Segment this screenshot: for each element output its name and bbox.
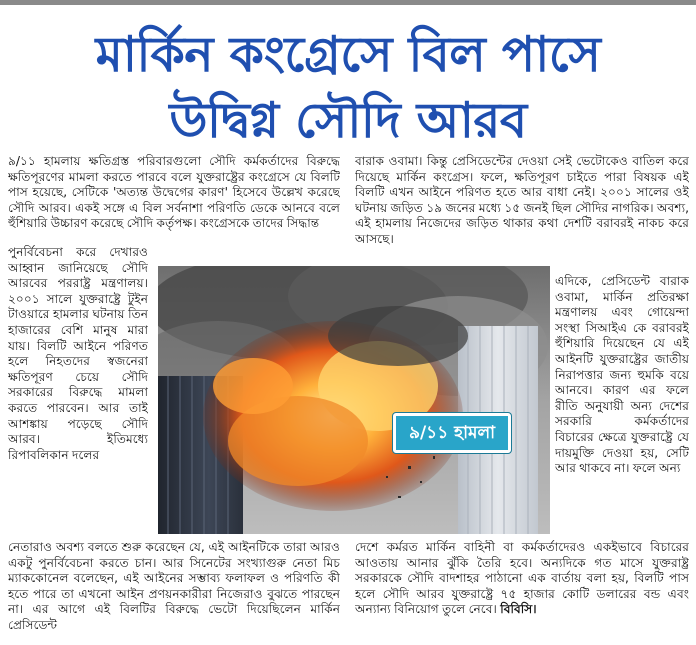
article-column-bottom-left — [8, 540, 340, 640]
article-text: দেশে কর্মরত মার্কিন বাহিনী বা কর্মকর্তাদেরও একইভাবে বিচারের আওতায় আনার ঝুঁকি তৈরি হবে। অন্যদিকে গত মাসে যুক্তরাষ্ট্র সরকারকে সৌদি বাদশাহর পাঠানো এক বার্তায় বলা হয়, বিলটি পাস হলে সৌদি আরব যুক্তরাষ্ট্রে ৭৫ হাজার কোটি ডলারের বন্ড এবং অন্যান্য বিনিয়োগ তুলে নেবে। — [355, 540, 689, 617]
article-column-narrow-left — [8, 245, 148, 539]
article-column-top-right — [355, 154, 689, 274]
article-column-narrow-right — [555, 274, 689, 540]
article-paragraph: নেতারাও অবশ্য বলতে শুরু করেছেন যে, এই আইনটিকে তারা আরও একটু পুনর্বিবেচনা করতে চান। আর সিনেটের সংখ্যাগুরু নেতা মিচ ম্যাককোনেল বলেছেন, এই আইনের সম্ভাব্য ফলাফল ও পরিণতি কী হতে পারে তা এখনো আইন প্রণয়নকারীরা নিজেরাও বুঝতে পারছেন না। এর আগে এই বিলটির বিরুদ্ধে ভেটো দিয়েছিলেন মার্কিন প্রেসিডেন্ট — [8, 540, 340, 632]
article-paragraph: এদিকে, প্রেসিডেন্ট বারাক ওবামা, মার্কিন প্রতিরক্ষা মন্ত্রণালয় এবং গোয়েন্দা সংস্থা সিআইএ কে বরাবরই হুঁশিয়ারি দিয়েছেন যে এই আইনটি যুক্তরাষ্ট্রের জাতীয় নিরাপত্তার জন্য হুমকি বয়ে আনবে। কারণ এর ফলে রীতি অনুযায়ী অন্য দেশের সরকারি কর্মকর্তাদের বিচারের ক্ষেত্রে যুক্তরাষ্ট্রে যে দায়মুক্তি দেওয়া হয়, সেটি আর থাকবে না। ফলে অন্য — [555, 274, 689, 476]
headline-line-2: উদ্বিগ্ন সৌদি আরব — [169, 92, 527, 149]
article-paragraph: বারাক ওবামা। কিন্তু প্রেসিডেন্টের দেওয়া সেই ভেটোকেও বাতিল করে দিয়েছে মার্কিন কংগ্রেস। ফলে, ক্ষতিপূরণ চাইতে পারা বিষয়ক এই বিলটি এখন আইনে পরিণত হতে আর বাধা নেই। ২০০১ সালের ওই ঘটনায় জড়িত ১৯ জনের মধ্যে ১৫ জনই ছিল সৌদির নাগরিক। অবশ্য, এই হামলায় নিজেদের জড়িত থাকার কথা দেশটি বরাবরই নাকচ করে আসছে। — [355, 154, 689, 246]
headline — [0, 22, 696, 154]
article-column-top-left — [8, 154, 340, 246]
news-photo — [158, 266, 550, 534]
article-paragraph — [355, 540, 689, 618]
article-paragraph: পুনর্বিবেচনা করে দেখারও আহ্বান জানিয়েছে সৌদি আরবের পররাষ্ট্র মন্ত্রণালয়। ২০০১ সালে যুক্তরাষ্ট্রে টুইন টাওয়ারে হামলার ঘটনায় তিন হাজারের বেশি মানুষ মারা যায়। বিলটি আইনে পরিণত হলে নিহতদের স্বজনেরা ক্ষতিপূরণ চেয়ে সৌদি সরকারের বিরুদ্ধে মামলা করতে পারবেন। আর তাই আশঙ্কায় পড়েছে সৌদি আরব। ইতিমধ্যে রিপাবলিকান দলের — [8, 245, 148, 462]
article-paragraph: ৯/১১ হামলায় ক্ষতিগ্রস্ত পরিবারগুলো সৌদি কর্মকর্তাদের বিরুদ্ধে ক্ষতিপূরণের মামলা করতে পারবে বলে যুক্তরাষ্ট্রের কংগ্রেসে যে বিলটি পাস হয়েছে, সেটিকে 'অত্যন্ত উদ্বেগের কারণ' হিসেবে উল্লেখ করেছে সৌদি আরব। একই সঙ্গে এ বিল সর্বনাশা পরিণতি ডেকে আনবে বলে হুঁশিয়ারি উচ্চারণ করেছে সৌদি কর্তৃপক্ষ। কংগ্রেসকে তাদের সিদ্ধান্ত — [8, 154, 340, 231]
source-credit: বিবিসি। — [500, 602, 537, 617]
article-column-bottom-right — [355, 540, 689, 640]
twin-towers-illustration — [158, 266, 550, 534]
top-rule — [0, 0, 696, 5]
headline-line-1: মার্কিন কংগ্রেসে বিল পাসে — [95, 26, 601, 83]
photo-caption-label: ৯/১১ হামলা — [393, 413, 511, 453]
